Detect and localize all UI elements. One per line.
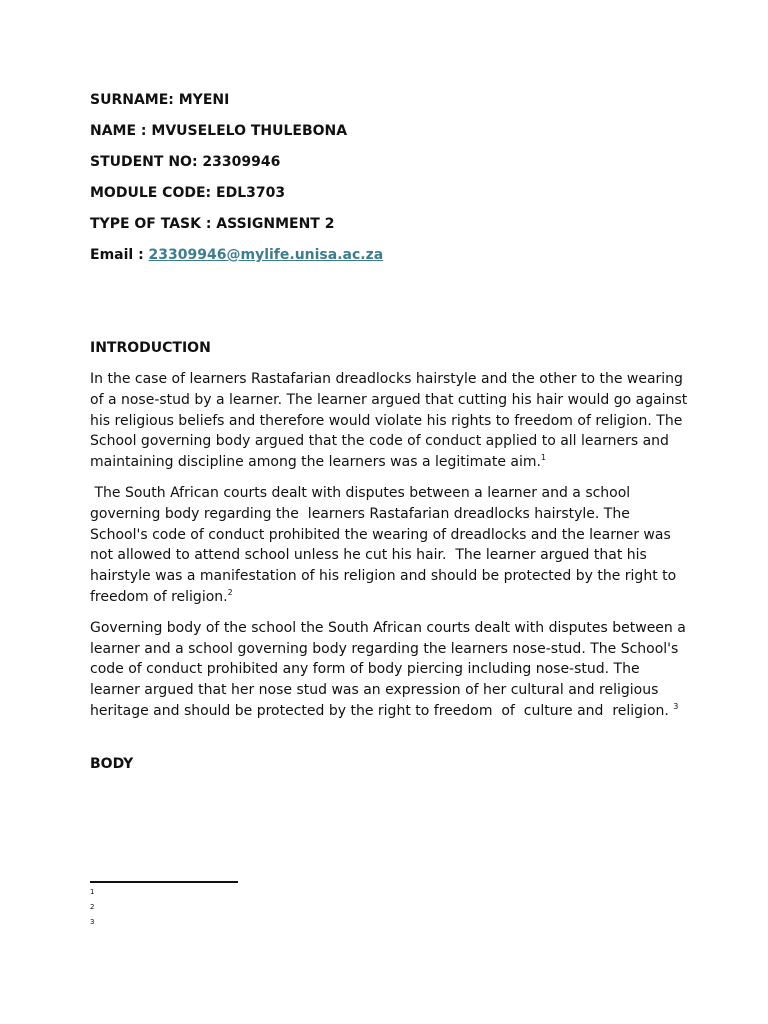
footnote-ref-2[interactable]: 2 <box>227 587 233 597</box>
paragraph-text: Governing body of the school the South African courts dealt with disputes between a learner and a school governing body regarding the learners nose-stud. The School's code of conduct prohibited any form of body piercing including nose-stud. The learner argued that her nose stud was an expression of her cultural and religious heritage and should be protected by the right to freedom of culture and religion. <box>90 619 691 719</box>
footnote-1: 1 <box>90 888 95 896</box>
footnote-ref-1[interactable]: 1 <box>540 453 547 463</box>
email-line <box>90 245 690 265</box>
intro-paragraph-2 <box>90 483 690 608</box>
student-number-line: STUDENT NO: 23309946 <box>90 154 281 170</box>
footnote-2: 2 <box>90 903 95 911</box>
footnote-list <box>90 885 94 930</box>
footnote-ref-3[interactable]: 3 <box>673 701 679 711</box>
footnote-separator <box>90 881 238 883</box>
task-type-line: TYPE OF TASK : ASSIGNMENT 2 <box>90 216 335 232</box>
footnote-3: 3 <box>90 918 95 926</box>
surname-line: SURNAME: MYENI <box>90 92 230 108</box>
intro-paragraph-1 <box>90 369 690 473</box>
body-heading: BODY <box>90 755 134 772</box>
document-page <box>90 90 690 774</box>
paragraph-text: In the case of learners Rastafarian dreadlocks hairstyle and the other to the wearing of a nose-stud by a learner. The learner argued that cutting his hair would go against his religious beliefs and therefore would violate his rights to freedom of religion. The School governing body argued that the code of conduct applied to all learners and maintaining discipline among the learners was a legitimate aim. <box>90 371 688 471</box>
email-link[interactable]: 23309946@mylife.unisa.ac.za <box>148 247 384 263</box>
name-line: NAME : MVUSELELO THULEBONA <box>90 123 348 139</box>
introduction-heading: INTRODUCTION <box>90 340 211 356</box>
module-code-line: MODULE CODE: EDL3703 <box>90 185 286 201</box>
paragraph-text: The South African courts dealt with disputes between a learner and a school governing body regarding the learners Rastafarian dreadlocks hairstyle. The School's code of conduct prohibited the wearing of dreadlocks and the learner was not allowed to attend school unless he cut his hair. The learner argued that his hairstyle was a manifestation of his religion and should be protected by the right to freedom of religion. <box>90 484 681 605</box>
email-label: Email : <box>90 247 149 263</box>
intro-paragraph-3 <box>90 618 690 722</box>
